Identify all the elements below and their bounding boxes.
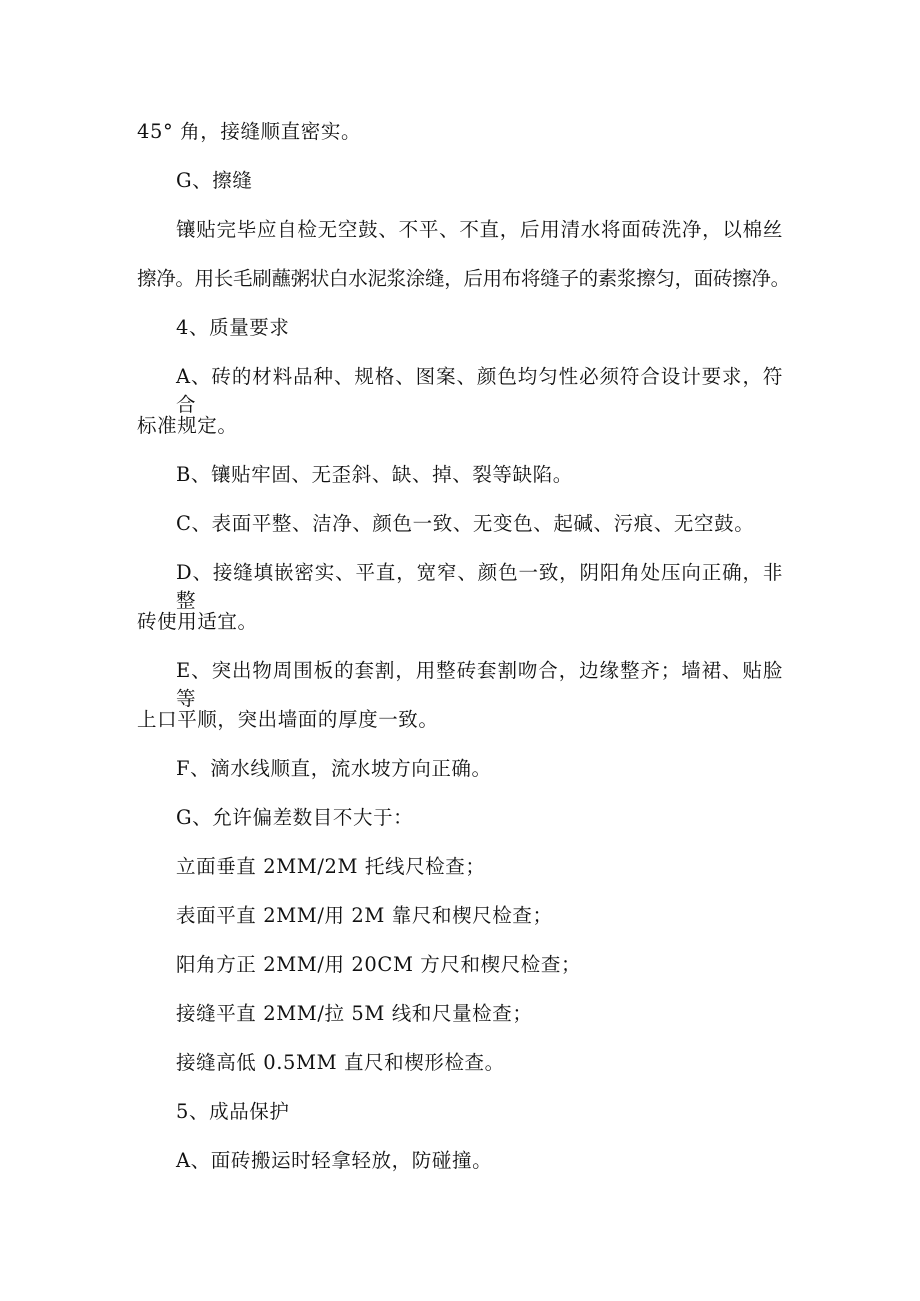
section-heading-g-grouting: G、擦缝 bbox=[176, 169, 253, 192]
text-line-7: 标准规定。 bbox=[137, 414, 238, 437]
text-line-12: E、突出物周围板的套割，用整砖套割吻合，边缘整齐；墙裙、贴脸等 bbox=[176, 659, 783, 710]
tolerance-item-joint-height: 接缝高低 0.5MM 直尺和楔形检查。 bbox=[176, 1051, 505, 1074]
section-heading-product-protection: 5、成品保护 bbox=[176, 1100, 290, 1123]
text-line-22: A、面砖搬运时轻拿轻放，防碰撞。 bbox=[176, 1149, 493, 1172]
text-line-8: B、镶贴牢固、无歪斜、缺、掉、裂等缺陷。 bbox=[176, 463, 573, 486]
text-line-6: A、砖的材料品种、规格、图案、颜色均匀性必须符合设计要求，符合 bbox=[176, 365, 783, 416]
text-line-3: 镶贴完毕应自检无空鼓、不平、不直，后用清水将面砖洗净，以棉丝 bbox=[176, 218, 783, 241]
tolerance-item-corner: 阳角方正 2MM/用 20CM 方尺和楔尺检查； bbox=[176, 953, 582, 976]
text-line-9: C、表面平整、洁净、颜色一致、无变色、起碱、污痕、无空鼓。 bbox=[176, 512, 755, 535]
text-line-13: 上口平顺，突出墙面的厚度一致。 bbox=[137, 708, 439, 731]
text-line-14: F、滴水线顺直，流水坡方向正确。 bbox=[176, 757, 492, 780]
text-line-1: 45° 角，接缝顺直密实。 bbox=[137, 120, 362, 143]
tolerance-item-vertical: 立面垂直 2MM/2M 托线尺检查； bbox=[176, 855, 486, 878]
tolerance-item-joint-straight: 接缝平直 2MM/拉 5M 线和尺量检查； bbox=[176, 1002, 533, 1025]
text-line-10: D、接缝填嵌密实、平直，宽窄、颜色一致，阴阳角处压向正确，非整 bbox=[176, 561, 783, 612]
text-line-4: 擦净。用长毛刷蘸粥状白水泥浆涂缝，后用布将缝子的素浆擦匀，面砖擦净。 bbox=[137, 267, 790, 290]
tolerance-item-surface: 表面平直 2MM/用 2M 靠尺和楔尺检查； bbox=[176, 904, 553, 927]
text-line-11: 砖使用适宜。 bbox=[137, 610, 258, 633]
section-heading-quality-requirements: 4、质量要求 bbox=[176, 316, 290, 339]
text-line-15: G、允许偏差数目不大于： bbox=[176, 806, 414, 829]
